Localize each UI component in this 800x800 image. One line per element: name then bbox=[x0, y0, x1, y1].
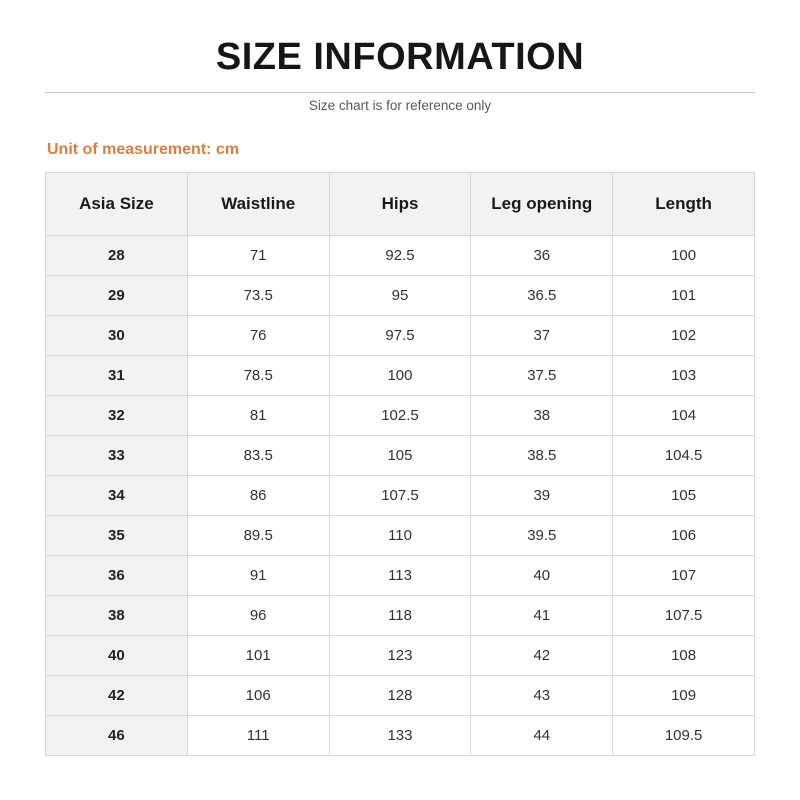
table-row bbox=[46, 475, 755, 515]
header-row bbox=[46, 172, 755, 235]
measurement-cell: 39.5 bbox=[471, 515, 613, 555]
measurement-cell: 96 bbox=[187, 595, 329, 635]
measurement-cell: 102.5 bbox=[329, 395, 471, 435]
asia-size-cell: 30 bbox=[46, 315, 188, 355]
measurement-cell: 44 bbox=[471, 715, 613, 755]
table-row bbox=[46, 555, 755, 595]
measurement-cell: 102 bbox=[613, 315, 755, 355]
asia-size-cell: 35 bbox=[46, 515, 188, 555]
column-header: Asia Size bbox=[46, 172, 188, 235]
asia-size-cell: 38 bbox=[46, 595, 188, 635]
asia-size-cell: 34 bbox=[46, 475, 188, 515]
measurement-cell: 109 bbox=[613, 675, 755, 715]
asia-size-cell: 46 bbox=[46, 715, 188, 755]
measurement-cell: 73.5 bbox=[187, 275, 329, 315]
reference-note: Size chart is for reference only bbox=[308, 97, 492, 113]
size-table-body bbox=[46, 235, 755, 755]
measurement-cell: 118 bbox=[329, 595, 471, 635]
asia-size-cell: 40 bbox=[46, 635, 188, 675]
asia-size-cell: 31 bbox=[46, 355, 188, 395]
measurement-cell: 86 bbox=[187, 475, 329, 515]
measurement-cell: 107.5 bbox=[613, 595, 755, 635]
measurement-cell: 43 bbox=[471, 675, 613, 715]
table-row bbox=[46, 395, 755, 435]
measurement-cell: 38.5 bbox=[471, 435, 613, 475]
measurement-cell: 41 bbox=[471, 595, 613, 635]
measurement-cell: 111 bbox=[187, 715, 329, 755]
measurement-cell: 71 bbox=[187, 235, 329, 275]
measurement-cell: 100 bbox=[329, 355, 471, 395]
measurement-cell: 83.5 bbox=[187, 435, 329, 475]
measurement-cell: 103 bbox=[613, 355, 755, 395]
table-row bbox=[46, 595, 755, 635]
measurement-cell: 104 bbox=[613, 395, 755, 435]
divider-line bbox=[45, 92, 755, 93]
measurement-cell: 36.5 bbox=[471, 275, 613, 315]
measurement-cell: 37 bbox=[471, 315, 613, 355]
measurement-cell: 107.5 bbox=[329, 475, 471, 515]
table-row bbox=[46, 315, 755, 355]
column-header: Leg opening bbox=[471, 172, 613, 235]
measurement-cell: 97.5 bbox=[329, 315, 471, 355]
measurement-cell: 104.5 bbox=[613, 435, 755, 475]
measurement-cell: 92.5 bbox=[329, 235, 471, 275]
table-row bbox=[46, 355, 755, 395]
table-row bbox=[46, 235, 755, 275]
measurement-cell: 76 bbox=[187, 315, 329, 355]
measurement-cell: 133 bbox=[329, 715, 471, 755]
table-row bbox=[46, 435, 755, 475]
asia-size-cell: 29 bbox=[46, 275, 188, 315]
measurement-cell: 128 bbox=[329, 675, 471, 715]
measurement-cell: 81 bbox=[187, 395, 329, 435]
column-header: Hips bbox=[329, 172, 471, 235]
measurement-cell: 39 bbox=[471, 475, 613, 515]
size-table-head bbox=[46, 172, 755, 235]
asia-size-cell: 32 bbox=[46, 395, 188, 435]
page-title: SIZE INFORMATION bbox=[215, 36, 585, 78]
measurement-cell: 106 bbox=[187, 675, 329, 715]
measurement-cell: 100 bbox=[613, 235, 755, 275]
measurement-cell: 78.5 bbox=[187, 355, 329, 395]
column-header: Waistline bbox=[187, 172, 329, 235]
measurement-cell: 40 bbox=[471, 555, 613, 595]
measurement-cell: 109.5 bbox=[613, 715, 755, 755]
measurement-cell: 107 bbox=[613, 555, 755, 595]
table-row bbox=[46, 275, 755, 315]
measurement-cell: 91 bbox=[187, 555, 329, 595]
measurement-cell: 101 bbox=[613, 275, 755, 315]
table-row bbox=[46, 715, 755, 755]
measurement-cell: 89.5 bbox=[187, 515, 329, 555]
column-header: Length bbox=[613, 172, 755, 235]
measurement-cell: 42 bbox=[471, 635, 613, 675]
measurement-cell: 113 bbox=[329, 555, 471, 595]
measurement-cell: 37.5 bbox=[471, 355, 613, 395]
asia-size-cell: 33 bbox=[46, 435, 188, 475]
unit-of-measurement-label: Unit of measurement: cm bbox=[47, 140, 240, 158]
measurement-cell: 36 bbox=[471, 235, 613, 275]
measurement-cell: 108 bbox=[613, 635, 755, 675]
table-row bbox=[46, 675, 755, 715]
table-row bbox=[46, 635, 755, 675]
asia-size-cell: 28 bbox=[46, 235, 188, 275]
table-row bbox=[46, 515, 755, 555]
measurement-cell: 101 bbox=[187, 635, 329, 675]
measurement-cell: 105 bbox=[613, 475, 755, 515]
measurement-cell: 95 bbox=[329, 275, 471, 315]
measurement-cell: 105 bbox=[329, 435, 471, 475]
measurement-cell: 38 bbox=[471, 395, 613, 435]
measurement-cell: 110 bbox=[329, 515, 471, 555]
measurement-cell: 106 bbox=[613, 515, 755, 555]
measurement-cell: 123 bbox=[329, 635, 471, 675]
asia-size-cell: 36 bbox=[46, 555, 188, 595]
size-table bbox=[45, 172, 755, 756]
asia-size-cell: 42 bbox=[46, 675, 188, 715]
